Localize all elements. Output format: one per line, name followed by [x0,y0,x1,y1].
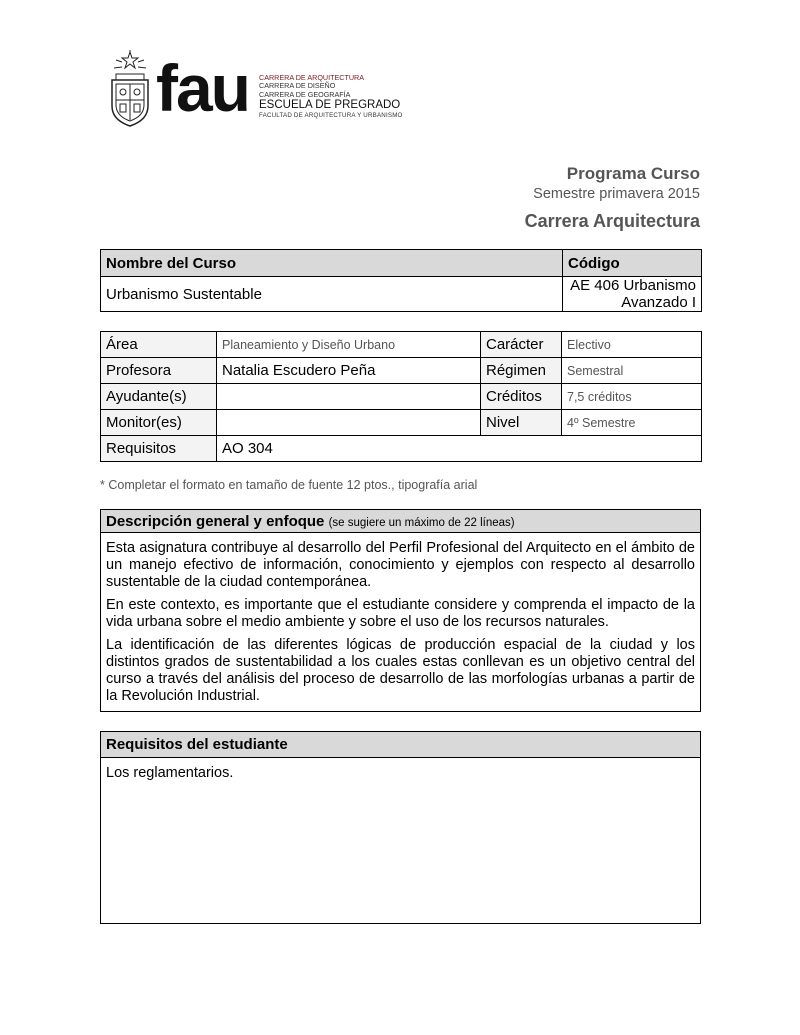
creditos-value: 7,5 créditos [562,384,702,410]
description-table [100,509,701,712]
career-title: Carrera Arquitectura [524,211,700,231]
student-requirements-title: Requisitos del estudiante [101,732,701,758]
logo-wordmark: fau [156,51,249,125]
regimen-value: Semestral [562,358,702,384]
semester-label: Semestre primavera 2015 [533,186,700,202]
course-name-label: Nombre del Curso [101,250,563,277]
monitor-label: Monitor(es) [101,410,217,436]
logo-line-5: FACULTAD DE ARQUITECTURA Y URBANISMO [259,112,403,120]
logo-line-4: ESCUELA DE PREGRADO [259,99,401,112]
logo-text [259,74,403,121]
profesora-label: Profesora [101,358,217,384]
course-code-line-1: AE 406 Urbanismo [570,277,696,294]
description-body [101,533,701,712]
logo-line-3: CARRERA DE GEOGRAFÍA [259,89,351,99]
area-label: Área [101,332,217,358]
monitor-value [217,410,481,436]
caracter-label: Carácter [481,332,562,358]
course-table [100,249,702,312]
nivel-value: 4º Semestre [562,410,702,436]
details-table [100,331,702,462]
student-requirements-text: Los reglamentarios. [101,758,701,924]
logo-line-1: CARRERA DE ARQUITECTURA [259,73,365,82]
course-name-value: Urbanismo Sustentable [101,277,563,312]
course-code-line-2: Avanzado I [621,294,696,311]
profesora-value: Natalia Escudero Peña [217,358,481,384]
description-header [101,510,701,533]
regimen-label: Régimen [481,358,562,384]
ayudante-value [217,384,481,410]
nivel-label: Nivel [481,410,562,436]
description-paragraph: En este contexto, es importante que el estudiante considere y comprenda el impacto de la vida urbana sobre el medio ambiente y sobre el uso de los recursos naturales. [106,597,695,630]
format-note: * Completar el formato en tamaño de fuente 12 ptos., tipografía arial [100,478,478,492]
university-crest-icon [108,50,156,128]
ayudante-label: Ayudante(s) [101,384,217,410]
area-value: Planeamiento y Diseño Urbano [217,332,481,358]
requisitos-label: Requisitos [101,436,217,462]
creditos-label: Créditos [481,384,562,410]
description-title: Descripción general y enfoque [106,512,325,530]
description-paragraph: La identificación de las diferentes lógicas de producción espacial de la ciudad y los distintos grados de sustentabilidad a los cuales estas conllevan es un objetivo central del curso a través del análisis del proceso de desarrollo de las morfologías urbanas a partir de la Revolución Industrial. [106,637,695,704]
fau-logo [108,50,403,130]
description-hint: (se sugiere un máximo de 22 líneas) [328,516,515,529]
student-requirements-table [100,731,701,924]
caracter-value: Electivo [562,332,702,358]
program-title: Programa Curso [566,164,700,183]
description-paragraph: Esta asignatura contribuye al desarrollo del Perfil Profesional del Arquitecto en el ámbito de un manejo efectivo de información, conocimiento y ejemplos con respecto al desarrollo sustentable de la ciudad contemporánea. [106,540,695,590]
logo-line-2: CARRERA DE DISEÑO [259,81,336,91]
requisitos-value: AO 304 [217,436,702,462]
course-code-label: Código [563,250,702,277]
course-code-value [563,277,702,312]
